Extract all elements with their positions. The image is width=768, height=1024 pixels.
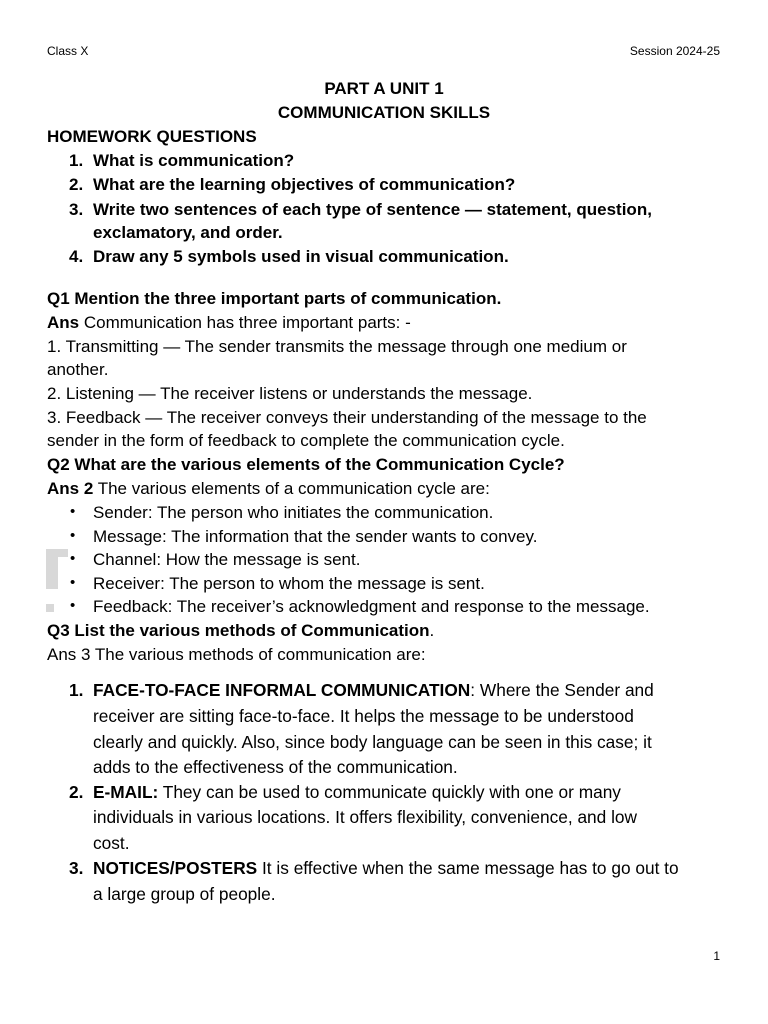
q1-line-5: sender in the form of feedback to complete the communication cycle.: [47, 431, 565, 450]
q1-line-2: another.: [47, 360, 109, 379]
header-session: Session 2024-25: [629, 44, 720, 58]
q1-ans-text: Communication has three important parts: -: [79, 313, 411, 332]
header-class: Class X: [47, 44, 89, 58]
q3-item-3-label: NOTICES/POSTERS: [93, 858, 258, 878]
q3-question-end: .: [429, 621, 435, 640]
q3-num-2: 2.: [69, 782, 84, 802]
homework-item-3: Write two sentences of each type of sentence — statement, question,: [93, 200, 652, 219]
page-title: PART A UNIT 1: [324, 79, 444, 98]
q2-question: Q2 What are the various elements of the Communication Cycle?: [47, 455, 565, 474]
q3-item-2-first: They can be used to communicate quickly with one or many: [158, 782, 621, 802]
q3-question: Q3 List the various methods of Communication: [47, 621, 430, 640]
q2-bullet-1: Sender: The person who initiates the communication.: [93, 503, 494, 522]
q3-question-line: [47, 621, 434, 641]
watermark-fragment: [58, 549, 68, 557]
q1-ans-label: Ans: [47, 313, 80, 332]
homework-heading: HOMEWORK QUESTIONS: [47, 127, 257, 146]
q2-bullet-5: Feedback: The receiver’s acknowledgment and response to the message.: [93, 597, 650, 616]
q3-num-1: 1.: [69, 680, 84, 700]
homework-num-4: 4.: [69, 247, 84, 266]
q2-ans-text: The various elements of a communication cycle are:: [93, 479, 490, 498]
homework-item-1: What is communication?: [93, 151, 295, 170]
q3-item-1-line-2: receiver are sitting face-to-face. It helps the message to be understood: [93, 706, 634, 726]
homework-item-3-cont: exclamatory, and order.: [93, 223, 283, 242]
bullet-icon: •: [70, 574, 76, 591]
page-number: 1: [713, 949, 720, 963]
watermark-fragment: [46, 549, 58, 589]
q1-line-4: 3. Feedback — The receiver conveys their understanding of the message to the: [47, 408, 647, 427]
q3-item-3-first: It is effective when the same message has to go out to: [257, 858, 679, 878]
q3-item-2: [93, 782, 621, 803]
q3-item-1-label: FACE-TO-FACE INFORMAL COMMUNICATION: [93, 680, 471, 700]
q3-item-3: [93, 858, 679, 879]
q1-question: Q1 Mention the three important parts of communication.: [47, 289, 502, 308]
homework-num-1: 1.: [69, 151, 84, 170]
page-subtitle: COMMUNICATION SKILLS: [277, 103, 491, 122]
q2-bullet-4: Receiver: The person to whom the message is sent.: [93, 574, 485, 593]
q3-item-1-line-4: adds to the effectiveness of the communication.: [93, 757, 458, 777]
q2-bullet-3: Channel: How the message is sent.: [93, 550, 361, 569]
homework-item-2: What are the learning objectives of communication?: [93, 175, 516, 194]
q3-num-3: 3.: [69, 858, 84, 878]
bullet-icon: •: [70, 550, 76, 567]
bullet-icon: •: [70, 503, 76, 520]
bullet-icon: •: [70, 597, 76, 614]
homework-num-2: 2.: [69, 175, 84, 194]
q1-line-3: 2. Listening — The receiver listens or understands the message.: [47, 384, 533, 403]
q3-item-1-first: : Where the Sender and: [470, 680, 654, 700]
q2-bullet-2: Message: The information that the sender wants to convey.: [93, 527, 538, 546]
q3-item-1: [93, 680, 654, 701]
q3-item-2-line-2: individuals in various locations. It offers flexibility, convenience, and low: [93, 807, 638, 827]
q2-ans-label: Ans 2: [47, 479, 94, 498]
q3-item-3-line-2: a large group of people.: [93, 884, 276, 904]
q3-item-2-line-3: cost.: [93, 833, 130, 853]
q1-line-1: 1. Transmitting — The sender transmits the message through one medium or: [47, 337, 627, 356]
homework-item-4: Draw any 5 symbols used in visual communication.: [93, 247, 509, 266]
homework-num-3: 3.: [69, 200, 84, 219]
q1-answer-intro: [47, 313, 411, 333]
q2-answer-intro: [47, 479, 490, 499]
q3-item-1-line-3: clearly and quickly. Also, since body language can be seen in this case; it: [93, 732, 652, 752]
watermark-fragment: [46, 604, 54, 612]
q3-item-2-label: E-MAIL:: [93, 782, 159, 802]
bullet-icon: •: [70, 527, 76, 544]
q3-answer-intro: Ans 3 The various methods of communication are:: [47, 645, 426, 664]
